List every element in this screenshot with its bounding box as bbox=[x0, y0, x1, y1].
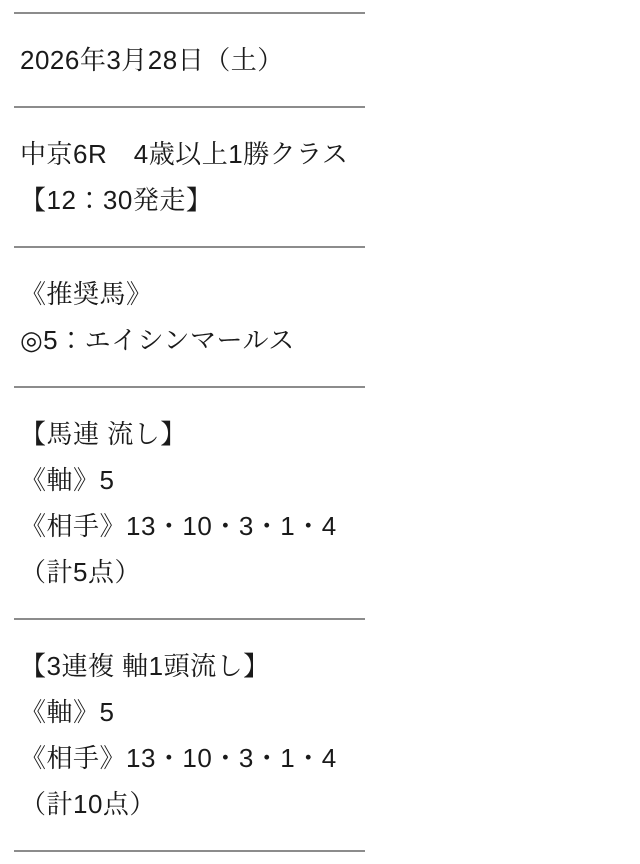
recommendation-heading: 《推奨馬》 bbox=[20, 279, 153, 309]
section-divider bbox=[14, 618, 365, 620]
race-date: 2026年3月28日（土） bbox=[20, 45, 284, 75]
race-start-time: 【12：30発走】 bbox=[20, 185, 213, 215]
recommended-horse: ◎5：エイシンマールス bbox=[20, 325, 295, 355]
race-header-section bbox=[0, 131, 640, 223]
race-title: 中京6R 4歳以上1勝クラス bbox=[20, 139, 349, 169]
bet-axis-line: 《軸》5 bbox=[20, 697, 115, 727]
bet-partners-line: 《相手》13・10・3・1・4 bbox=[20, 511, 337, 541]
section-divider bbox=[14, 386, 365, 388]
bet-section-sanrenpuku bbox=[0, 643, 640, 827]
bet-points-line: （計5点） bbox=[20, 557, 141, 587]
bet-section-umaren bbox=[0, 411, 640, 595]
bet-type-label: 【3連複 軸1頭流し】 bbox=[20, 651, 270, 681]
section-divider bbox=[14, 106, 365, 108]
bet-type-label: 【馬連 流し】 bbox=[20, 419, 187, 449]
bet-partners-line: 《相手》13・10・3・1・4 bbox=[20, 743, 337, 773]
date-section bbox=[0, 37, 640, 83]
bet-axis-line: 《軸》5 bbox=[20, 465, 115, 495]
section-divider bbox=[14, 850, 365, 852]
recommendation-section bbox=[0, 271, 640, 363]
section-divider bbox=[14, 246, 365, 248]
section-divider bbox=[14, 12, 365, 14]
bet-points-line: （計10点） bbox=[20, 789, 156, 819]
